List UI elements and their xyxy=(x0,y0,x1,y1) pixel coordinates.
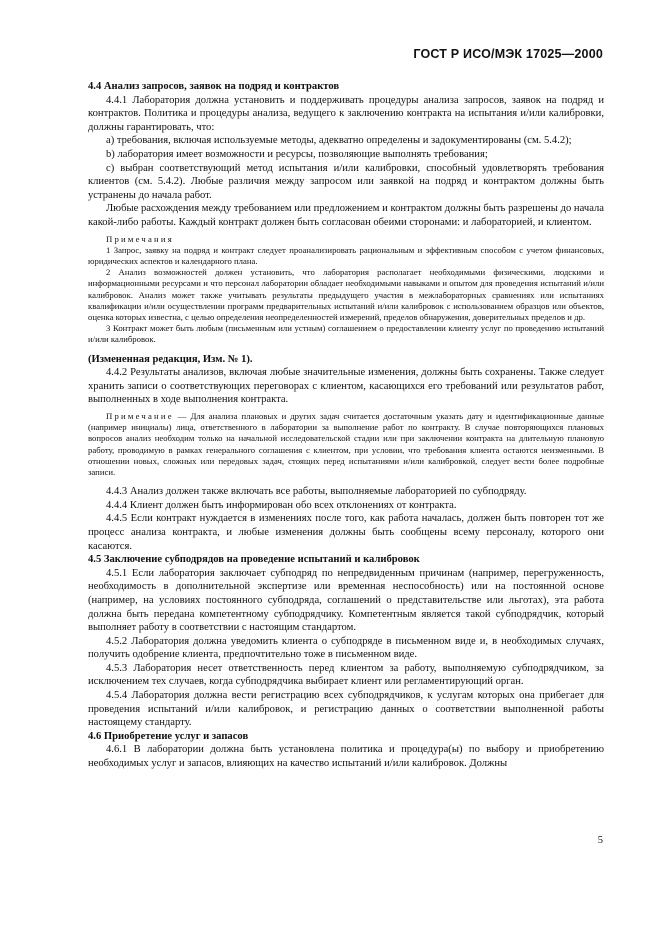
section-heading-4-5: 4.5 Заключение субподрядов на проведение испытаний и калибровок xyxy=(88,554,420,566)
list-item-a: а) требования, включая используемые методы, адекватно определены и задокументированы (см. 5.4.2); xyxy=(106,135,572,147)
paragraph-4-5-1: 4.5.1 Если лаборатория заключает субподряд по непредвиденным причинам (например, перегруженность, необходимость в дополнительной экспертизе или временная неспособность) или на постоянной основе (например, на условиях постоянного субподряда, соглашений о представительстве или льготах), эта работа должна быть передана компетентному субподрядчику. Компетентным является такой субподрядчик, который выполняет работу в соответствии с настоящим стандартом. xyxy=(88,567,604,634)
paragraph-4-4-5: 4.4.5 Если контракт нуждается в изменениях после того, как работа началась, должен быть повторен тот же процесс анализа контракта, и любые изменения должны быть сообщены всему персоналу, которого они касаются. xyxy=(88,513,604,552)
paragraph-4-5-4: 4.5.4 Лаборатория должна вести регистрацию всех субподрядчиков, к услугам которых она прибегает для проведения испытаний и/или калибровок, и регистрацию данных о соответствии выполненной работы настоящему стандарту. xyxy=(88,690,604,729)
note-2: 2 Анализ возможностей должен установить, что лаборатория располагает необходимыми физическими, людскими и информационными ресурсами и что персонал лаборатории обладает необходимыми навыками и опытом для проведения испытаний и/или калибровок. Анализ может также учитывать результаты предыдущего участия в межлабораторных сравнениях или испытаниях квалификации и/или осуществлении программ предварительных испытаний и/или калибровок с использованием образцов или объектов, оценка которых известна, с целью определения неопределенностей измерений, пределов обнаружения, доверительных пределов и др. xyxy=(88,267,604,322)
paragraph-4-4-3: 4.4.3 Анализ должен также включать все работы, выполняемые лабораторией по субподряду. xyxy=(106,486,527,498)
paragraph-4-5-2: 4.5.2 Лаборатория должна уведомить клиента о субподряде в письменном виде и, в необходимых случаях, получить одобрение клиента, предпочтительно тоже в письменном виде. xyxy=(88,635,604,661)
note-1: 1 Запрос, заявку на подряд и контракт следует проанализировать рациональным и эффективным способом с учетом финансовых, юридических аспектов и календарного плана. xyxy=(88,244,604,266)
paragraph-4-4-1: 4.4.1 Лаборатория должна установить и поддерживать процедуры анализа запросов, заявок на подряд и контрактов. Политика и процедуры анализа, ведущего к заключению контракта на испытания и/или калибровки, должны гарантировать, что: xyxy=(88,94,604,133)
document-code-header: ГОСТ Р ИСО/МЭК 17025—2000 xyxy=(413,47,603,61)
note-text: — Для анализа плановых и других задач считается достаточным указать дату и идентификационные данные (например инициалы) лица, ответственного в лаборатории за выполнение работ по контракту. В случае повторяющихся плановых вопросов анализ необходим только на начальной исследовательской стадии или при заключении контракта на длительную плановую работу, проводимую в рамках генерального соглашения с клиентом, при условии, что требования клиента остаются неизменными. В отношении новых, сложных или передовых задач, стоящих перед испытаниями и/или калибровкой, следует вести более подробные записи. xyxy=(88,410,604,477)
note-single xyxy=(88,411,604,478)
paragraph-discrepancies: Любые расхождения между требованием или предложением и контрактом должны быть разрешены до начала какой-либо работы. Каждый контракт должен быть согласован обеими сторонами: и лабораторией, и клиентом. xyxy=(88,203,604,228)
paragraph-4-4-2: 4.4.2 Результаты анализов, включая любые значительные изменения, должны быть сохранены. Также следует хранить записи о соответствующих переговорах с клиентом, касающихся его требований или результатов работ, выполненных в ходе выполнения контракта. xyxy=(88,367,604,406)
paragraph-4-5-3: 4.5.3 Лаборатория несет ответственность перед клиентом за работу, выполняемую субподрядчиком, за исключением тех случаев, когда субподрядчика выбирает клиент или регламентирующий орган. xyxy=(88,662,604,688)
list-item-b: b) лаборатория имеет возможности и ресурсы, позволяющие выполнять требования; xyxy=(106,148,488,160)
list-item-c: c) выбран соответствующий метод испытания и/или калибровки, способный удовлетворять требования клиентов (см. 5.4.2). Любые различия между запросом или заявкой на подряд и контрактом должны быть устранены до начала работ. xyxy=(88,162,604,201)
amendment-note: (Измененная редакция, Изм. № 1). xyxy=(88,353,253,365)
page-number: 5 xyxy=(597,835,603,846)
section-heading-4-4: 4.4 Анализ запросов, заявок на подряд и контрактов xyxy=(88,81,340,92)
note-3: 3 Контракт может быть любым (письменным или устным) соглашением о предоставлении клиенту услуг по проведению испытаний и/или калибровок. xyxy=(88,323,604,345)
page-body xyxy=(88,80,604,771)
note-label: Примечание xyxy=(106,410,174,421)
paragraph-4-4-4: 4.4.4 Клиент должен быть информирован обо всех отклонениях от контракта. xyxy=(106,499,457,511)
notes-title: Примечания xyxy=(106,233,174,244)
section-heading-4-6: 4.6 Приобретение услуг и запасов xyxy=(88,730,249,742)
paragraph-4-6-1: 4.6.1 В лаборатории должна быть установлена политика и процедура(ы) по выбору и приобретению необходимых услуг и запасов, влияющих на качество испытаний и/или калибровок. Должны xyxy=(88,744,604,770)
